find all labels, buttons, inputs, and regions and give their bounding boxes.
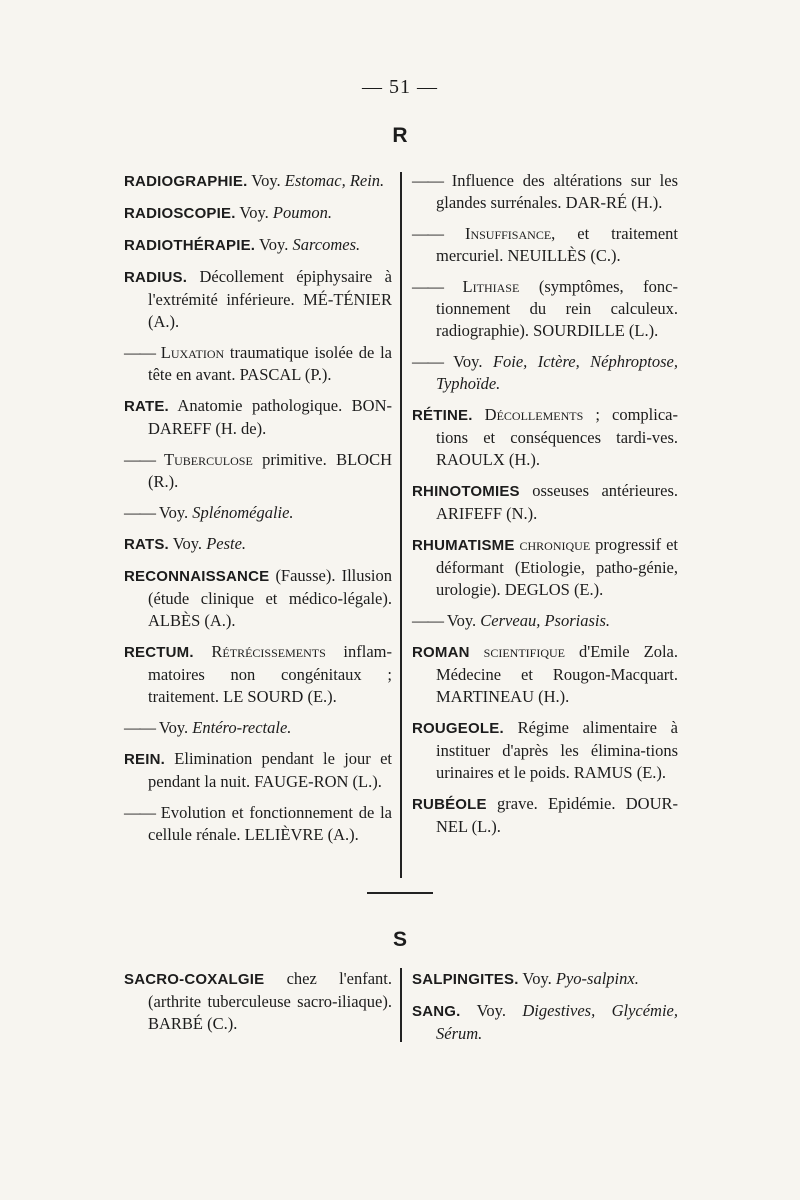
column-r-left [124,170,392,855]
entry-text: Décollement épiphysaire à l'extrémité inférieure. MÉ-TÉNIER (A.). [148,267,392,331]
entry-dash: —— [124,343,155,362]
index-entry [124,717,392,739]
index-entry [412,610,678,632]
entry-text: Voy. [235,203,273,222]
entry-dash: —— [412,277,443,296]
column-s-left [124,968,392,1044]
entry-dash: —— [124,718,155,737]
entry-smallcaps: Décollements [472,405,584,424]
entry-text: Voy. [155,718,193,737]
entry-heading: RATE. [124,398,169,415]
entry-dash: —— [412,611,443,630]
index-entry [412,480,678,525]
entry-text: Evolution et fonctionnement de la cellule rénale. LELIÈVRE (A.). [148,803,392,844]
entry-smallcaps: Luxation [155,343,225,362]
entry-italic: Entéro-rectale. [192,718,292,737]
index-entry [412,351,678,395]
entry-text: Régime alimentaire à instituer d'après les élimina-tions urinaires et le poids. RAMUS (E.). [436,718,678,782]
entry-text: osseuses antérieures. ARIFEFF (N.). [436,481,678,523]
index-entry [124,234,392,257]
entry-text: inflam-matoires non congénitaux ; traitement. LE SOURD (E.). [148,642,392,706]
entry-text: Voy. [460,1001,523,1020]
entry-heading: RADIOGRAPHIE. [124,173,248,190]
entry-heading: RECONNAISSANCE [124,568,270,585]
column-r-right [412,170,678,847]
entry-smallcaps: scientifique [469,642,565,661]
entry-text: progressif et déformant (Etiologie, patho-génie, urologie). DEGLOS (E.). [436,535,678,599]
entry-text: d'Emile Zola. Médecine et Rougon-Macquart. MARTINEAU (H.). [436,642,678,706]
index-entry [124,641,392,708]
section-separator [367,892,433,894]
index-entry [412,170,678,214]
entry-italic: Pyo-salpinx. [555,969,639,988]
index-entry [124,342,392,386]
entry-smallcaps: Rétrécissements [193,642,326,661]
entry-heading: RADIOTHÉRAPIE. [124,237,256,254]
entry-text: (Fausse). Illusion (étude clinique et médico-légale). ALBÈS (A.). [148,566,392,630]
entry-heading: SALPINGITES. [412,971,519,988]
index-entry [412,717,678,784]
entry-smallcaps: Insuffisance [443,224,552,243]
entry-heading: RECTUM. [124,644,194,661]
index-entry [124,565,392,632]
page-number: — 51 — [362,76,438,98]
entry-text: Voy. [443,611,481,630]
entry-heading: RHUMATISME [412,537,515,554]
entry-heading: RHINOTOMIES [412,483,520,500]
index-entry [124,202,392,225]
entry-italic: Splénomégalie. [192,503,294,522]
entry-text: Voy. [168,534,207,553]
entry-italic: Digestives, Glycémie, Sérum. [436,1001,679,1043]
entry-heading: RADIOSCOPIE. [124,205,236,222]
index-entry [412,404,678,471]
index-entry [124,395,392,440]
index-entry [412,223,678,267]
index-entry [124,502,392,524]
entry-text: Voy. [255,235,293,254]
entry-italic: Peste. [206,534,247,553]
index-entry [412,793,678,838]
index-entry [412,534,678,601]
entry-heading: RÉTINE. [412,407,473,424]
entry-heading: ROUGEOLE. [412,720,504,737]
entry-text: Elimination pendant le jour et pendant la nuit. FAUGE-RON (L.). [148,749,392,791]
column-s-right [412,968,678,1054]
entry-text: (symptômes, fonc-tionnement du rein calculeux. radiographie). SOURDILLE (L.). [436,277,678,340]
entry-dash: —— [412,171,443,190]
entry-text: Influence des altérations sur les glandes surrénales. DAR-RÉ (H.). [436,171,678,212]
entry-dash: —— [412,352,443,371]
entry-heading: RADIUS. [124,269,188,286]
entry-heading: RATS. [124,536,169,553]
entry-heading: SANG. [412,1003,461,1020]
index-entry [124,802,392,846]
entry-smallcaps: chronique [514,535,591,554]
entry-italic: Estomac, Rein. [284,171,385,190]
entry-heading: REIN. [124,751,166,768]
entry-text: ; complica-tions et conséquences tardi-ves. RAOULX (H.). [436,405,678,469]
section-heading-s: S [392,928,407,951]
index-entry [412,276,678,342]
index-entry [412,968,678,991]
entry-text: primitive. BLOCH (R.). [148,450,392,491]
entry-text: grave. Epidémie. DOUR-NEL (L.). [436,794,678,836]
entry-dash: —— [124,503,155,522]
column-divider [400,172,402,878]
entry-text: Anatomie pathologique. BON-DAREFF (H. de). [148,396,392,438]
entry-dash: —— [412,224,443,243]
entry-heading: ROMAN [412,644,470,661]
entry-text: traumatique isolée de la tête en avant. PASCAL (P.). [148,343,392,384]
index-entry [124,533,392,556]
index-entry [124,748,392,793]
entry-italic: Sarcomes. [292,235,361,254]
entry-smallcaps: Tuberculose [155,450,253,469]
index-entry [124,968,392,1035]
entry-italic: Foie, Ictère, Néphroptose, Typhoïde. [436,352,679,393]
index-entry [412,641,678,708]
entry-text: Voy. [518,969,556,988]
entry-text: , et traitement mercuriel. NEUILLÈS (C.). [436,224,679,265]
entry-italic: Poumon. [272,203,333,222]
section-heading-r: R [392,124,408,147]
index-entry [124,170,392,193]
entry-text: chez l'enfant. (arthrite tuberculeuse sacro-iliaque). BARBÉ (C.). [148,969,392,1033]
index-entry [412,1000,678,1045]
entry-dash: —— [124,450,155,469]
entry-heading: SACRO-COXALGIE [124,971,265,988]
entry-text: Voy. [443,352,493,371]
entry-italic: Cerveau, Psoriasis. [480,611,611,630]
entry-text: Voy. [155,503,193,522]
entry-heading: RUBÉOLE [412,796,487,813]
entry-text: Voy. [247,171,285,190]
index-entry [124,449,392,493]
entry-dash: —— [124,803,155,822]
column-divider [400,968,402,1042]
entry-smallcaps: Lithiase [443,277,520,296]
index-entry [124,266,392,333]
